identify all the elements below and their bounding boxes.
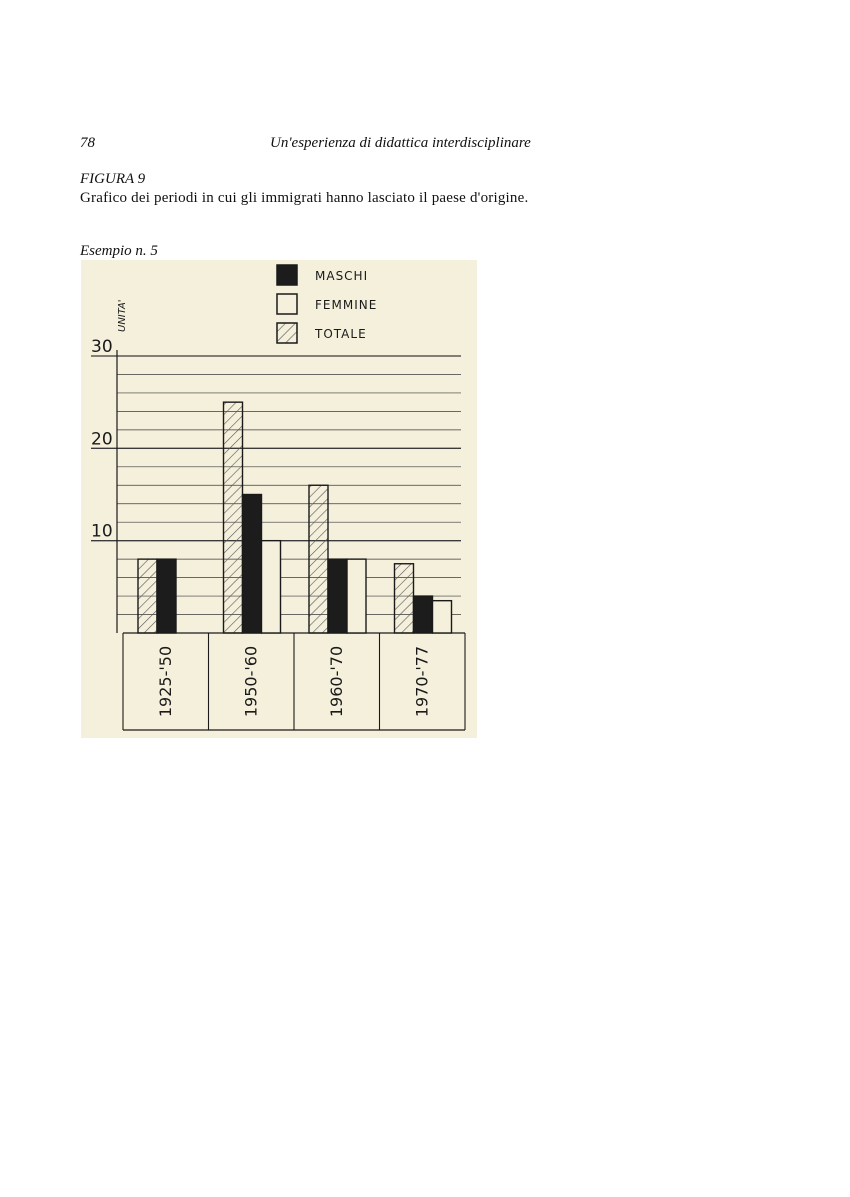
category-label: 1960-'70 [326,645,346,718]
bar-femmine [347,559,366,633]
legend-swatch-totale [277,323,297,343]
running-title: Un'esperienza di didattica interdisciplinare [270,135,531,151]
category-label: 1970-'77 [412,645,432,718]
bar-chart-figure [81,260,477,738]
bar-maschi [157,559,176,633]
figure-caption: Grafico dei periodi in cui gli immigrati hanno lasciato il paese d'origine. [80,190,529,206]
legend-label-femmine: FEMMINE [315,298,378,312]
bar-totale [395,564,414,633]
bar-totale [224,402,243,633]
chart-svg [81,260,477,738]
y-tick-label: 10 [91,521,113,542]
page-number: 78 [80,135,95,151]
legend-swatch-femmine [277,294,297,314]
bar-femmine [433,601,452,633]
category-label: 1925-'50 [155,645,175,718]
legend [277,265,377,343]
legend-label-maschi: MASCHI [315,269,369,283]
legend-label-totale: TOTALE [315,327,367,341]
bar-totale [138,559,157,633]
example-label: Esempio n. 5 [80,243,158,259]
bar-totale [309,485,328,633]
bar-femmine [262,541,281,633]
bar-maschi [243,495,262,634]
legend-swatch-maschi [277,265,297,285]
y-axis-label: UNITA' [117,299,128,332]
y-tick-label: 30 [91,337,113,357]
bar-maschi [414,596,433,633]
bar-maschi [328,559,347,633]
y-tick-label: 20 [91,429,113,450]
category-label: 1950-'60 [241,645,261,718]
figure-label: FIGURA 9 [80,171,146,187]
